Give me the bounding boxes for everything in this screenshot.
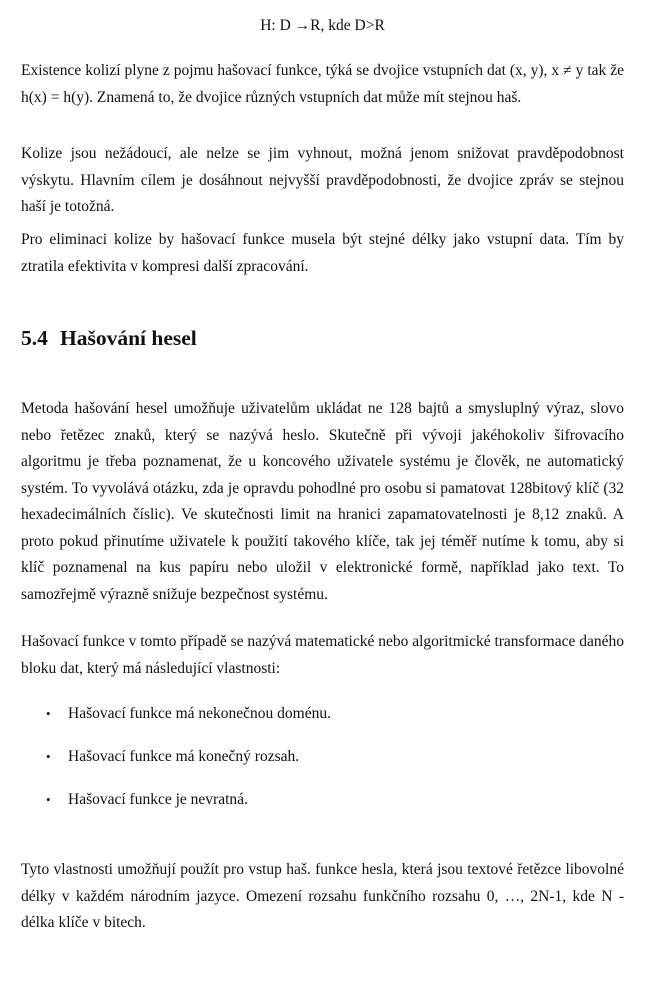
list-item-text: Hašovací funkce má konečný rozsah.: [68, 748, 300, 765]
paragraph-properties-usage: Tyto vlastnosti umožňují použít pro vstup haš. funkce hesla, která jsou textové řetězce libovolné délky v každém národním jazyce. Omezení rozsahu funkčního rozsahu 0, …, 2N-1, kde N - délka klíče v bitech.: [21, 861, 624, 931]
bullet-icon: •: [46, 706, 51, 721]
paragraph-collision-elimination: Pro eliminaci kolize by hašovací funkce musela být stejné délky jako vstupní data. Tím by ztratila efektivita v kompresi další zpracování.: [21, 231, 624, 275]
section-number: 5.4: [21, 326, 48, 350]
bullet-icon: •: [46, 749, 51, 764]
paragraph-collision-existence: Existence kolizí plyne z pojmu hašovací funkce, týká se dvojice vstupních dat (x, y), x ≠ y tak že h(x) = h(y). Znamená to, že dvojice různých vstupních dat může mít stejnou haš.: [21, 62, 624, 106]
section-title: Hašování hesel: [60, 326, 197, 350]
hash-function-formula: H: D →R, kde D>R: [260, 17, 385, 34]
bullet-icon: •: [46, 792, 51, 807]
paragraph-password-hashing-method: Metoda hašování hesel umožňuje uživatelům ukládat ne 128 bajtů a smysluplný výraz, slovo nebo řetězec znaků, který se nazývá heslo. Skutečně při vývoji jakéhokoliv šifrovacího algoritmu je třeba poznamenat, že u koncového uživatele systému je člověk, ne automatický systém. To vyvolává otázku, zda je opravdu pohodlné pro osobu si pamatovat 128bitový klíč (32 hexadecimálních číslic). Ve skutečnosti limit na hranici zapamatovatelnosti je 8,12 znaků. A proto pokud přinutíme uživatele k použití takového klíče, tak jej téměř nutíme k tomu, aby si klíč poznamenal na kus papíru nebo uložil v elektronické formě, například jako text. To samozřejmě výrazně snižuje bezpečnost systému.: [21, 400, 624, 603]
paragraph-collision-undesirable: Kolize jsou nežádoucí, ale nelze se jim vyhnout, možná jenom snižovat pravděpodobnost výskytu. Hlavním cílem je dosáhnout nejvyšší pravděpodobnosti, že dvojice zpráv se stejnou haší je totožná.: [21, 145, 624, 215]
list-item-text: Hašovací funkce má nekonečnou doménu.: [68, 705, 331, 722]
section-heading: [21, 322, 197, 354]
paragraph-hash-function-definition: Hašovací funkce v tomto případě se nazývá matematické nebo algoritmické transformace daného bloku dat, který má následující vlastnosti:: [21, 633, 624, 677]
list-item-text: Hašovací funkce je nevratná.: [68, 791, 248, 808]
